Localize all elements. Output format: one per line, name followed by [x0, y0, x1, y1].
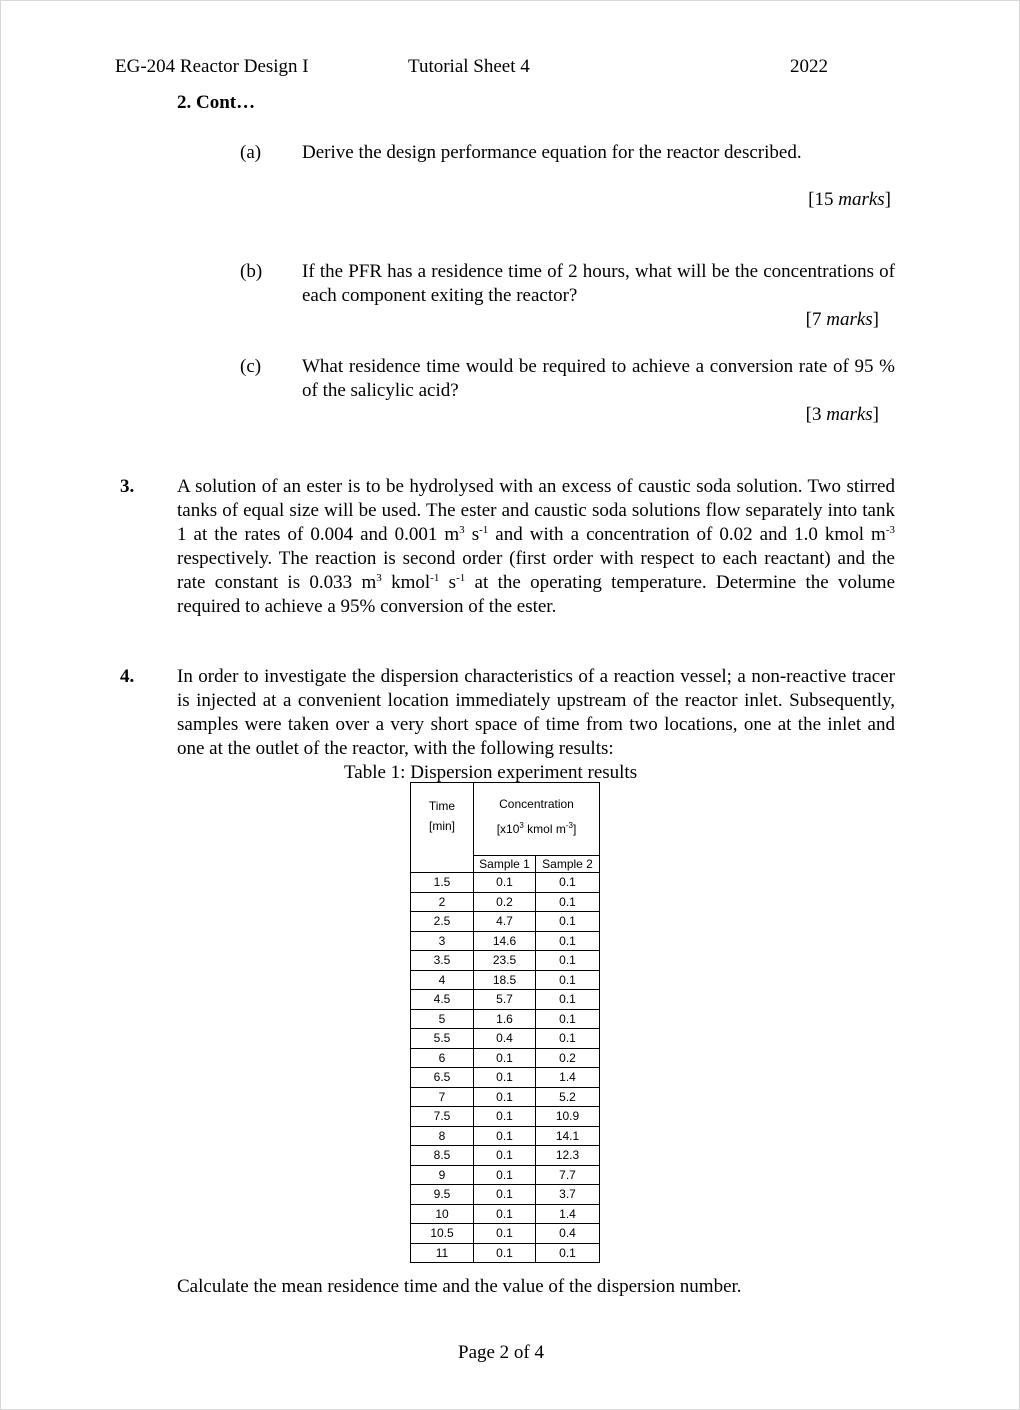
- time-header-spacer: [411, 849, 474, 873]
- concentration-header: [474, 783, 600, 850]
- time-cell: 4: [411, 970, 474, 990]
- sample2-cell: 0.1: [536, 931, 600, 951]
- sample2-cell: 0.1: [536, 1009, 600, 1029]
- sample1-cell: 0.4: [474, 1029, 536, 1049]
- sample2-cell: 7.7: [536, 1165, 600, 1185]
- q2b-marks-num: 7: [811, 309, 822, 330]
- table-row: [411, 1146, 600, 1166]
- sample2-cell: 0.1: [536, 1029, 600, 1049]
- sample1-cell: 0.1: [474, 873, 536, 893]
- table-row: [411, 1185, 600, 1205]
- table-row: [411, 1009, 600, 1029]
- sample2-cell: 3.7: [536, 1185, 600, 1205]
- table-row: [411, 1165, 600, 1185]
- q2-heading: 2. Cont…: [177, 92, 256, 113]
- q2a-marks: [15 marks]: [808, 189, 891, 210]
- time-cell: 7.5: [411, 1107, 474, 1127]
- sample2-cell: 0.2: [536, 1048, 600, 1068]
- table-row: [411, 873, 600, 893]
- sample2-cell: 0.1: [536, 951, 600, 971]
- sample1-cell: 0.1: [474, 1204, 536, 1224]
- sample2-cell: 0.4: [536, 1224, 600, 1244]
- time-cell: 3.5: [411, 951, 474, 971]
- time-cell: 9.5: [411, 1185, 474, 1205]
- sample2-cell: 14.1: [536, 1126, 600, 1146]
- q4-text: In order to investigate the dispersion characteristics of a reaction vessel; a non-reactive tracer is injected at a convenient location immediately upstream of the reactor inlet. Subsequently, samples were taken over a very short space of time from two locations, one at the inlet and one at the outlet of the reactor, with the following results:: [177, 666, 895, 759]
- time-cell: 2.5: [411, 912, 474, 932]
- course-title: EG-204 Reactor Design I: [115, 56, 309, 77]
- table-row: [411, 970, 600, 990]
- time-cell: 6: [411, 1048, 474, 1068]
- time-header-label: Time: [428, 799, 456, 813]
- q2a-text: Derive the design performance equation for the reactor described.: [302, 142, 802, 163]
- concentration-header-label: Concentration: [499, 796, 574, 811]
- sample2-cell: 0.1: [536, 892, 600, 912]
- table-row: [411, 1048, 600, 1068]
- q4-closing: Calculate the mean residence time and the value of the dispersion number.: [177, 1276, 742, 1297]
- sample2-cell: 10.9: [536, 1107, 600, 1127]
- sheet-title: Tutorial Sheet 4: [408, 56, 530, 77]
- sample2-cell: 1.4: [536, 1068, 600, 1088]
- q2c-marks: [3 marks]: [805, 404, 879, 425]
- sample1-cell: 18.5: [474, 970, 536, 990]
- time-cell: 5.5: [411, 1029, 474, 1049]
- time-header-unit: [min]: [428, 819, 455, 833]
- sample2-cell: 5.2: [536, 1087, 600, 1107]
- sample2-header: Sample 2: [536, 856, 600, 873]
- sample2-cell: 0.1: [536, 912, 600, 932]
- table-row: [411, 1068, 600, 1088]
- sample1-cell: 0.1: [474, 1126, 536, 1146]
- sample1-cell: 0.2: [474, 892, 536, 912]
- sample1-header: Sample 1: [474, 856, 536, 873]
- time-cell: 3: [411, 931, 474, 951]
- table-row: [411, 990, 600, 1010]
- sample2-cell: 0.1: [536, 1243, 600, 1263]
- sample1-cell: 23.5: [474, 951, 536, 971]
- table-row: [411, 1243, 600, 1263]
- q2b-marks-word: marks: [826, 309, 873, 330]
- table-row: [411, 1126, 600, 1146]
- sample1-cell: 14.6: [474, 931, 536, 951]
- sample1-cell: 0.1: [474, 1224, 536, 1244]
- q2c-marks-word: marks: [826, 404, 873, 425]
- table-row: [411, 1204, 600, 1224]
- sample1-cell: 0.1: [474, 1165, 536, 1185]
- sample2-cell: 12.3: [536, 1146, 600, 1166]
- sample1-cell: 5.7: [474, 990, 536, 1010]
- q2c-label: (c): [240, 356, 262, 377]
- time-cell: 8: [411, 1126, 474, 1146]
- q2a-label: (a): [240, 142, 262, 163]
- time-cell: 7: [411, 1087, 474, 1107]
- table-row: [411, 892, 600, 912]
- table-row: [411, 912, 600, 932]
- table-row: [411, 1107, 600, 1127]
- table-row: [411, 1087, 600, 1107]
- time-cell: 6.5: [411, 1068, 474, 1088]
- time-header: [411, 783, 474, 850]
- q3-number: 3.: [120, 476, 135, 497]
- sample1-cell: 0.1: [474, 1087, 536, 1107]
- table-row: [411, 951, 600, 971]
- table-row: [411, 931, 600, 951]
- time-cell: 8.5: [411, 1146, 474, 1166]
- q2a-marks-word: marks: [838, 189, 885, 210]
- q2b-text: If the PFR has a residence time of 2 hours, what will be the concentrations of each component exiting the reactor?: [302, 261, 895, 306]
- sample1-cell: 0.1: [474, 1243, 536, 1263]
- time-cell: 2: [411, 892, 474, 912]
- q4-number: 4.: [120, 666, 135, 687]
- dispersion-table: [410, 782, 599, 1263]
- time-cell: 10.5: [411, 1224, 474, 1244]
- time-cell: 1.5: [411, 873, 474, 893]
- time-cell: 5: [411, 1009, 474, 1029]
- sample1-cell: 4.7: [474, 912, 536, 932]
- table-body: [411, 873, 600, 1263]
- table-caption: Table 1: Dispersion experiment results: [344, 762, 638, 783]
- table-row: [411, 1224, 600, 1244]
- sample1-cell: 0.1: [474, 1107, 536, 1127]
- sample2-cell: 0.1: [536, 990, 600, 1010]
- table-row: [411, 1029, 600, 1049]
- q2a-marks-num: 15: [814, 189, 834, 210]
- q2c-text: What residence time would be required to achieve a conversion rate of 95 % of the salicylic acid?: [302, 356, 895, 401]
- sample2-cell: 1.4: [536, 1204, 600, 1224]
- time-cell: 4.5: [411, 990, 474, 1010]
- q2b-label: (b): [240, 261, 263, 282]
- q2c-marks-num: 3: [811, 404, 822, 425]
- sample1-cell: 0.1: [474, 1048, 536, 1068]
- q3-text: A solution of an ester is to be hydrolysed with an excess of caustic soda solution. Two stirred tanks of equal size will be used. The ester and caustic soda solutions flow separately into tank 1 at the rates of 0.004 and 0.001 $m^3$ $s^{-1}$ and with a concentration of 0.02 and 1.0 kmol $m^{-3}$ respectively. The reaction is second order (first order with respect to each reactant) and the rate constant is 0.033 $m^3$ kmol$^{-1}$ $s^{-1}$ at the operating temperature. Determine the volume required to achieve a 95% conversion of the ester.: [177, 476, 895, 617]
- sample1-cell: 1.6: [474, 1009, 536, 1029]
- sample2-cell: 0.1: [536, 970, 600, 990]
- time-cell: 10: [411, 1204, 474, 1224]
- sample1-cell: 0.1: [474, 1068, 536, 1088]
- concentration-header-unit: [$x10^3$ kmol $m^{-3}$]: [496, 820, 577, 836]
- sample2-cell: 0.1: [536, 873, 600, 893]
- q2b-marks: [7 marks]: [805, 309, 879, 330]
- page-number: Page 2 of 4: [458, 1342, 545, 1363]
- time-cell: 9: [411, 1165, 474, 1185]
- time-cell: 11: [411, 1243, 474, 1263]
- sample1-cell: 0.1: [474, 1146, 536, 1166]
- header-year: 2022: [790, 56, 828, 77]
- sample1-cell: 0.1: [474, 1185, 536, 1205]
